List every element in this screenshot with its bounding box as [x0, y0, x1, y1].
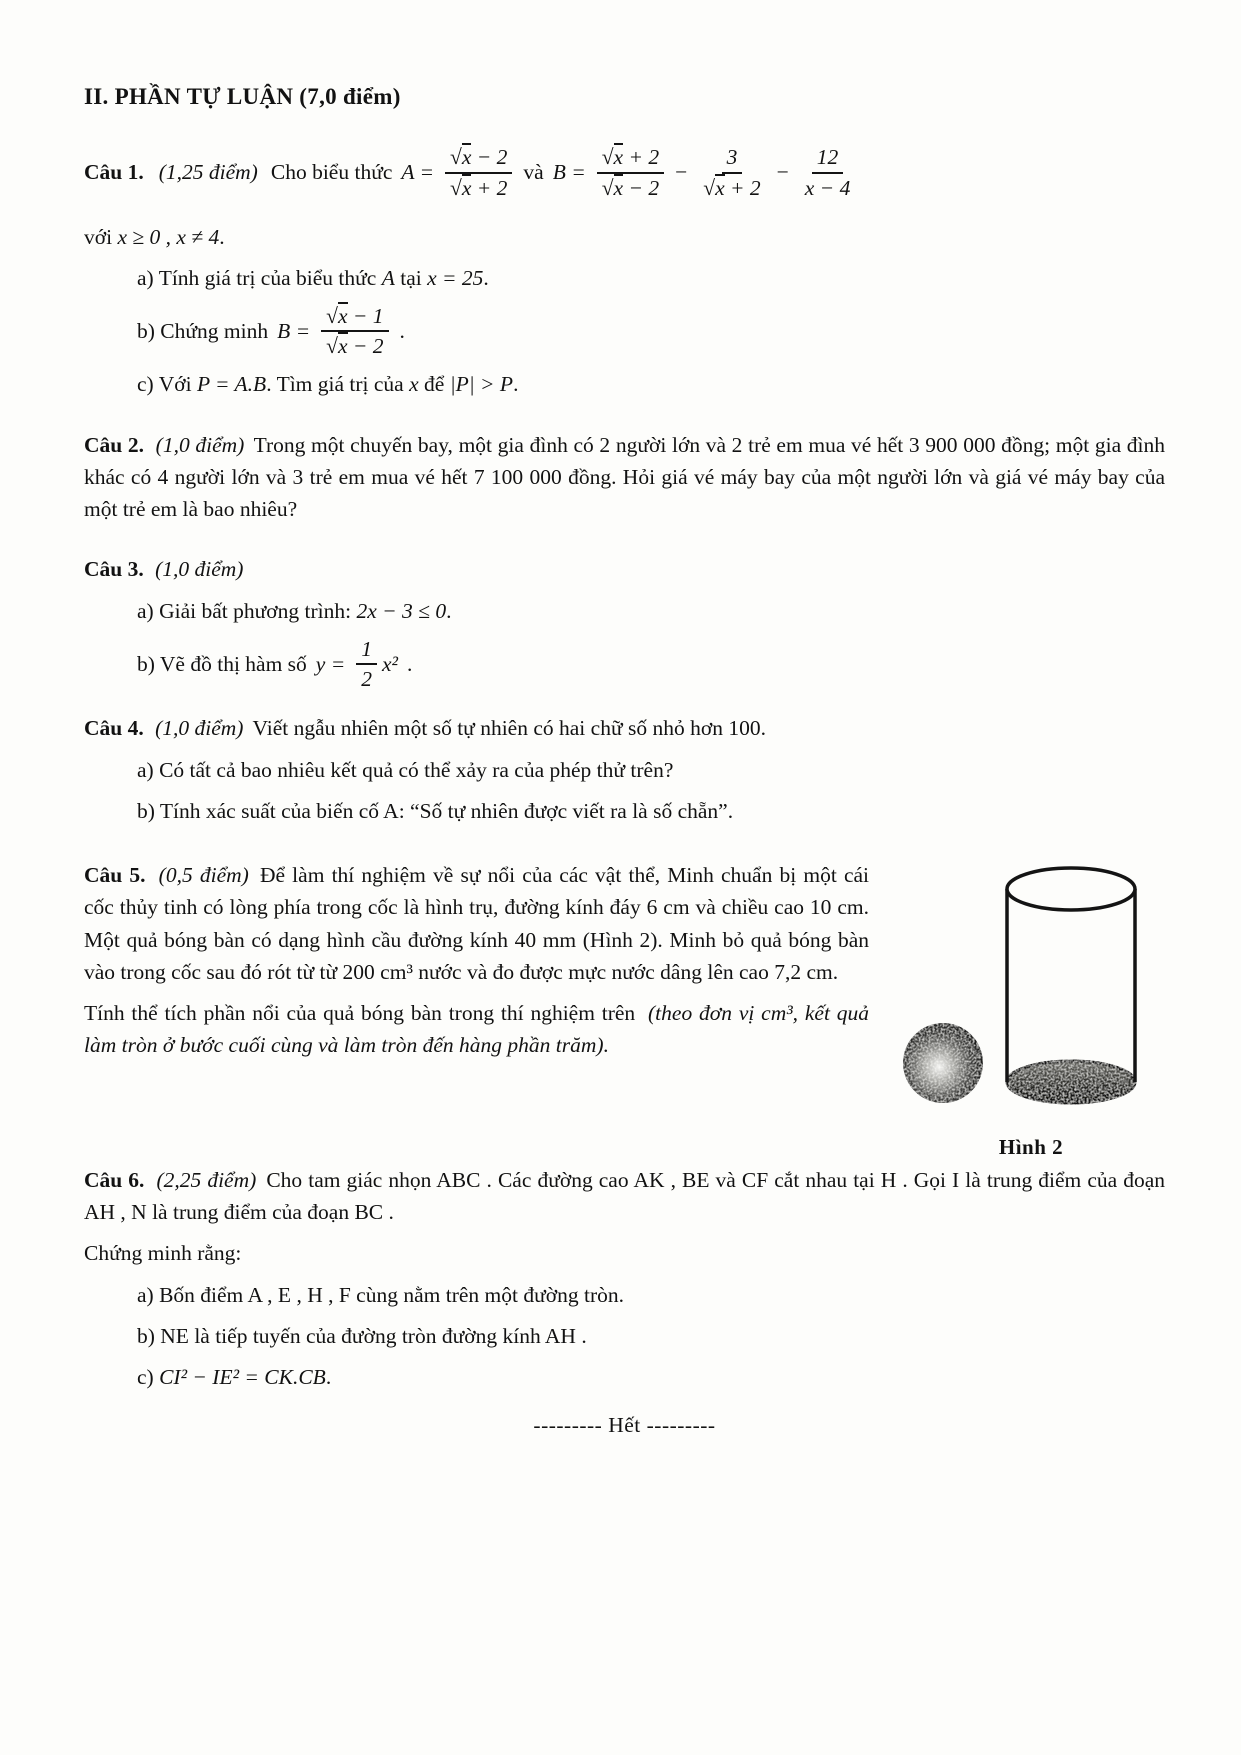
- cau4-item-a: a) Có tất cả bao nhiêu kết quả có thể xảy ra của phép thử trên?: [137, 757, 674, 782]
- cau3-label: Câu 3.: [84, 557, 144, 582]
- item-math: A: [381, 265, 395, 290]
- item-math: CI² − IE² = CK.CB: [159, 1365, 326, 1390]
- cau5-label: Câu 5.: [84, 863, 146, 888]
- cau6-item-c: [137, 1361, 1165, 1393]
- cau3-points: (1,0 điểm): [155, 557, 244, 582]
- fraction-numerator: 3: [722, 144, 743, 173]
- cau3-item-b: [137, 636, 1165, 692]
- cau5-text-1: Để làm thí nghiệm về sự nổi của các vật thể, Minh chuẩn bị một cái cốc thủy tinh có lòng phía trong cốc là hình trụ, đường kính đáy 6 cm và chiều cao 10 cm. Một quả bóng bàn có dạng hình cầu đường kính 40 mm (Hình 2). Minh bỏ quả bóng bàn vào trong cốc sau đó rót từ từ 200 cm³ nước và đo được mực nước dâng lên cao 7,2 cm.: [84, 863, 870, 984]
- formula-b-fraction: [321, 303, 388, 359]
- end-of-exam-marker: --------- Hết ---------: [533, 1413, 716, 1438]
- cau5-points: (0,5 điểm): [158, 863, 249, 888]
- cau5-block: [84, 859, 1165, 1160]
- item-text: .: [399, 319, 405, 344]
- item-text: a) Giải bất phương trình:: [137, 598, 352, 623]
- item-text: c) Với: [137, 372, 192, 397]
- cau1-item-b: [137, 303, 1165, 359]
- item-text: c): [137, 1365, 154, 1390]
- cau6-label: Câu 6.: [84, 1167, 145, 1192]
- cau4-items: [137, 754, 1165, 828]
- cau6-items: [137, 1279, 1165, 1394]
- cau6-item-a: a) Bốn điểm A , E , H , F cùng nằm trên một đường tròn.: [137, 1282, 625, 1307]
- ball-icon: [903, 1023, 983, 1103]
- cau1-label: Câu 1.: [84, 160, 144, 185]
- cau4-label: Câu 4.: [84, 716, 144, 741]
- cau2-paragraph: [84, 429, 1165, 526]
- cau1-intro: Cho biểu thức: [270, 160, 393, 185]
- item-math: x: [409, 372, 419, 397]
- cau2-label: Câu 2.: [84, 432, 145, 457]
- minus-sign: −: [675, 160, 688, 185]
- figure-hinh-2: [897, 861, 1165, 1164]
- cau4-points: (1,0 điểm): [155, 716, 244, 741]
- cau3-items: [137, 595, 1165, 693]
- fraction-numerator: 1: [356, 636, 377, 665]
- cau6-heading: [84, 1164, 1165, 1229]
- minus-sign: −: [776, 160, 789, 185]
- cau6-prove: Chứng minh rằng:: [84, 1241, 242, 1266]
- cau1-item-a: [137, 262, 1165, 294]
- figure-caption: Hình 2: [998, 1135, 1064, 1160]
- section-title: II. PHẦN TỰ LUẬN (7,0 điểm): [84, 84, 401, 109]
- cau5-text-3: (theo đơn vị cm³, kết quả làm tròn ở bước cuối cùng và làm tròn đến hàng phần trăm).: [84, 1001, 869, 1058]
- fraction-numerator: √x − 2: [445, 144, 512, 173]
- condition-prefix: với: [84, 224, 113, 249]
- cau6-block: [84, 1164, 1165, 1394]
- cau1-points: (1,25 điểm): [158, 160, 258, 185]
- item-math: x²: [381, 652, 398, 677]
- cau1-item-c: [137, 368, 1165, 400]
- formula-B-lhs: B =: [552, 160, 586, 185]
- cau1-connector: và: [523, 160, 544, 185]
- item-text: b) Vẽ đồ thị hàm số: [137, 652, 307, 677]
- formula-A-fraction: [445, 144, 512, 200]
- formula-A-lhs: A =: [401, 160, 435, 185]
- fraction-denominator: 2: [361, 667, 372, 692]
- item-math: B =: [277, 319, 311, 344]
- formula-B-fraction-2: [698, 144, 765, 200]
- item-text: b) Chứng minh: [137, 319, 269, 344]
- item-math: P = A.B: [196, 372, 267, 397]
- item-math: 2x − 3 ≤ 0: [356, 598, 447, 623]
- formula-y-fraction: [356, 636, 377, 692]
- cau5-text-2: Tính thể tích phần nổi của quả bóng bàn trong thí nghiệm trên: [84, 1001, 636, 1026]
- formula-B-fraction-1: [597, 144, 664, 200]
- cau6-intro: Cho tam giác nhọn ABC . Các đường cao AK , BE và CF cắt nhau tại H . Gọi I là trung điểm của đoạn AH , N là trung điểm của đoạn BC .: [84, 1167, 1166, 1225]
- fraction-denominator: √x + 2: [703, 175, 761, 200]
- condition-math: x ≥ 0 , x ≠ 4: [117, 224, 220, 249]
- cau2-text: Trong một chuyến bay, một gia đình có 2 người lớn và 2 trẻ em mua vé hết 3 900 000 đồng; một gia đình khác có 4 người lớn và 3 trẻ em mua vé hết 7 100 000 đồng. Hỏi giá vé máy bay của một người lớn và giá vé máy bay của một trẻ em là bao nhiêu?: [84, 432, 1165, 522]
- cau4-block: [84, 712, 1165, 827]
- condition-end: .: [219, 224, 225, 249]
- cau4-item-b: b) Tính xác suất của biến cố A: “Số tự nhiên được viết ra là số chẵn”.: [137, 798, 734, 823]
- fraction-numerator: √x + 2: [597, 144, 664, 173]
- cau1-condition: [84, 221, 1165, 253]
- fraction-denominator: x − 4: [804, 175, 851, 200]
- cau6-points: (2,25 điểm): [156, 1167, 257, 1192]
- cau2-points: (1,0 điểm): [155, 432, 245, 457]
- item-text: tại: [400, 265, 422, 290]
- fraction-numerator: √x − 1: [321, 303, 388, 332]
- item-text: .: [446, 598, 452, 623]
- item-text: để: [424, 372, 445, 397]
- cylinder-icon: [1007, 868, 1135, 1103]
- item-text: .: [513, 372, 519, 397]
- cau4-intro: Viết ngẫu nhiên một số tự nhiên có hai chữ số nhỏ hơn 100.: [252, 716, 766, 741]
- glass-and-ball-illustration: [897, 861, 1165, 1109]
- item-math: |P| > P: [449, 372, 514, 397]
- item-text: .: [325, 1365, 332, 1390]
- item-text: .: [406, 652, 413, 677]
- fraction-numerator: 12: [812, 144, 844, 173]
- formula-B-fraction-3: [800, 144, 856, 200]
- fraction-denominator: √x − 2: [326, 334, 384, 359]
- item-text: . Tìm giá trị của: [266, 372, 404, 397]
- cau1-intro-row: [84, 131, 1165, 215]
- cau1-items: [137, 262, 1165, 401]
- item-text: .: [483, 265, 489, 290]
- item-math: y =: [315, 652, 346, 677]
- cau3-heading: [84, 553, 1165, 585]
- item-text: a) Tính giá trị của biểu thức: [137, 265, 377, 290]
- item-math: x = 25: [427, 265, 484, 290]
- fraction-denominator: √x + 2: [450, 175, 508, 200]
- cau6-item-b: b) NE là tiếp tuyến của đường tròn đường kính AH .: [137, 1323, 587, 1348]
- cau3-block: [84, 553, 1165, 692]
- cau4-heading: [84, 712, 1165, 744]
- fraction-denominator: √x − 2: [601, 175, 660, 200]
- cau3-item-a: [137, 595, 1165, 627]
